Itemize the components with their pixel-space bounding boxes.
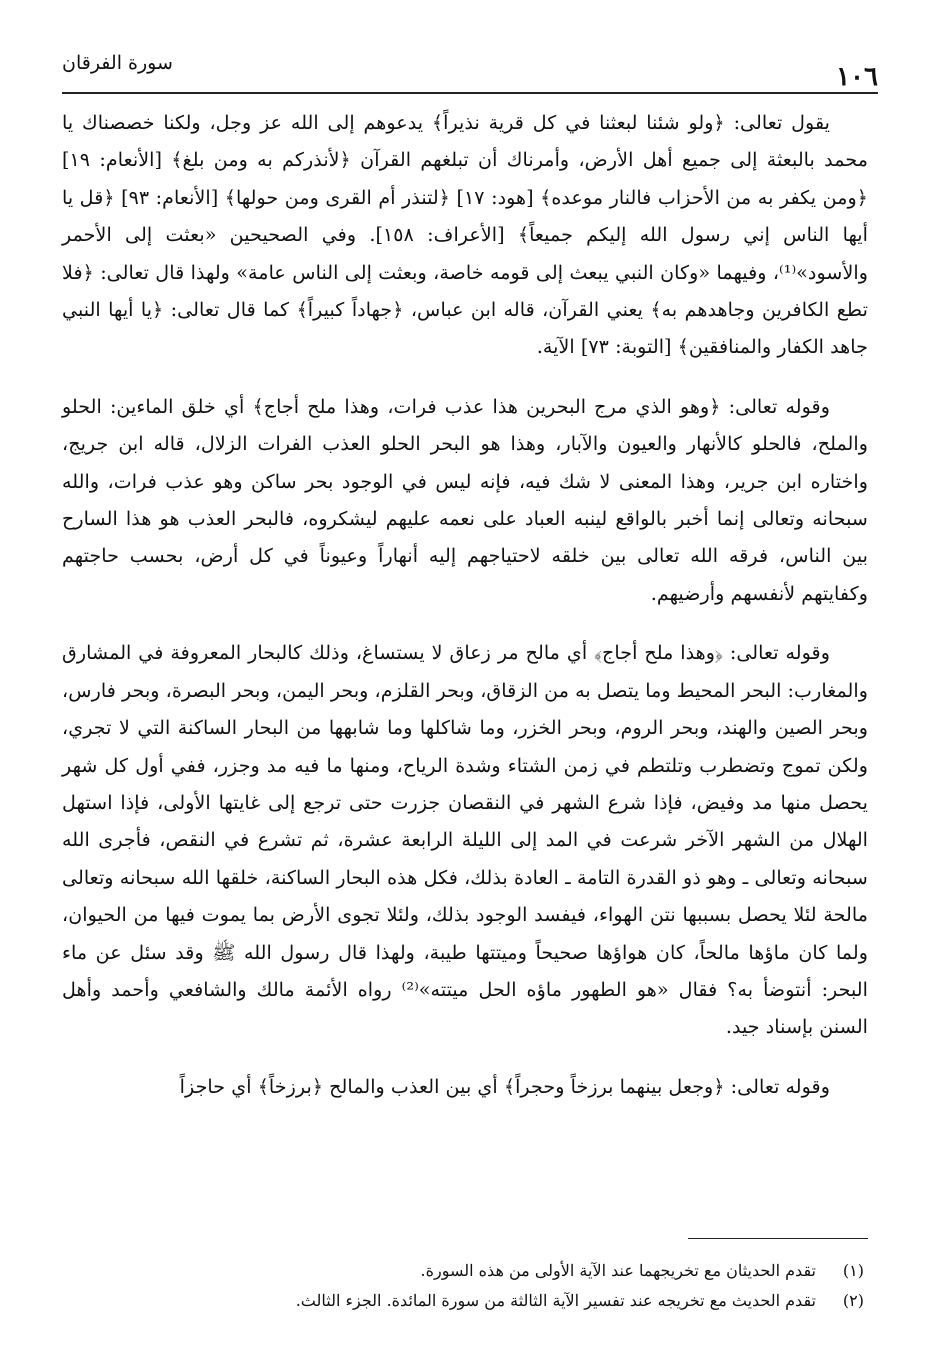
page-number: ١٠٦ bbox=[836, 62, 878, 92]
footnote bbox=[62, 1256, 864, 1286]
footnote-divider bbox=[688, 1238, 868, 1239]
paragraph: يقول تعالى: ﴿ولو شئنا لبعثنا في كل قرية نذيراً﴾ يدعوهم إلى الله عز وجل، ولكنا خصصناك يا محمد بالبعثة إلى جميع أهل الأرض، وأمرناك أن تبلغهم القرآن ﴿لأنذركم به ومن بلغ﴾ [الأنعام: ١٩] ﴿ومن يكفر به من الأحزاب فالنار موعده﴾ [هود: ١٧] ﴿لتنذر أم القرى ومن حولها﴾ [الأنعام: ٩٣] ﴿قل يا أيها الناس إني رسول الله إليكم جميعاً﴾ [الأعراف: ١٥٨]. وفي الصحيحين «بعثت إلى الأحمر والأسود»⁽¹⁾، وفيهما «وكان النبي يبعث إلى قومه خاصة، وبعثت إلى الناس عامة» ولهذا قال تعالى: ﴿فلا تطع الكافرين وجاهدهم به﴾ يعني القرآن، قاله ابن عباس، ﴿جهاداً كبيراً﴾ كما قال تعالى: ﴿يا أيها النبي جاهد الكفار والمنافقين﴾ [التوبة: ٧٣] الآية. bbox=[62, 111, 868, 359]
footnote-text: تقدم الحديث مع تخريجه عند تفسير الآية الثالثة من سورة المائدة. الجزء الثالث. bbox=[295, 1291, 816, 1310]
paragraph: وقوله تعالى: ﴿وهو الذي مرج البحرين هذا عذب فرات، وهذا ملح أجاج﴾ أي خلق الماءين: الحلو والملح، فالحلو كالأنهار والعيون والآبار، وهذا هو البحر الحلو العذب الفرات الزلال، قاله ابن جريج، واختاره ابن جرير، وهذا المعنى لا شك فيه، فإنه ليس في الوجود بحر ساكن وهو عذب فرات، والله سبحانه وتعالى إنما أخبر بالواقع لينبه العباد على نعمه عليهم ليشكروه، فالبحر العذب هو هذا السارح بين الناس، فرقه الله تعالى بين خلقه لاحتياجهم إليه أنهاراً وعيوناً في كل أرض، بحسب حاجتهم وكفايتهم لأنفسهم وأرضيهم. bbox=[62, 394, 868, 605]
footnote-number: (١) bbox=[842, 1261, 864, 1280]
paragraph: وقوله تعالى: ﴿وهذا ملح أجاج﴾ أي مالح مر زعاق لا يستساغ، وذلك كالبحار المعروفة في المشارق والمغارب: البحر المحيط وما يتصل به من الزقاق، وبحر القلزم، وبحر اليمن، وبحر البصرة، وبحر فارس، وبحر الصين والهند، وبحر الروم، وبحر الخزر، وما شاكلها وما شابهها من البحار الساكنة التي لا تجري، ولكن تموج وتضطرب وتلتطم في زمن الشتاء وشدة الرياح، ومنها ما فيه مد وجزر، ففي أول كل شهر يحصل منها مد وفيض، فإذا شرع الشهر في النقصان جزرت حتى ترجع إلى غايتها الأولى، فإذا استهل الهلال من الشهر الآخر شرعت في المد إلى الليلة الرابعة عشرة، ثم تشرع في النقص، فأجرى الله سبحانه وتعالى ـ وهو ذو القدرة التامة ـ العادة بذلك، فكل هذه البحار الساكنة، خلقها الله سبحانه وتعالى مالحة لئلا يحصل بسببها نتن الهواء، فيفسد الوجود بذلك، ولئلا تجوى الأرض بما يموت فيها من الحيوان، ولما كان ماؤها مالحاً، كان هواؤها صحيحاً وميتتها طيبة، ولهذا قال رسول الله ﷺ وقد سئل عن ماء البحر: أنتوضأ به؟ فقال «هو الطهور ماؤه الحل ميتته»⁽²⁾ رواه الأئمة مالك والشافعي وأحمد وأهل السنن بإسناد جيد. bbox=[62, 641, 868, 1039]
footnote-number: (٢) bbox=[842, 1291, 864, 1310]
body-text bbox=[62, 104, 868, 1127]
page-header bbox=[62, 48, 878, 94]
footnote-text: تقدم الحديثان مع تخريجهما عند الآية الأولى من هذه السورة. bbox=[420, 1261, 816, 1280]
paragraph: وقوله تعالى: ﴿وجعل بينهما برزخاً وحجراً﴾ أي بين العذب والمالح ﴿برزخاً﴾ أي حاجزاً bbox=[179, 1074, 830, 1098]
surah-title: سورة الفرقان bbox=[62, 52, 173, 74]
footnote bbox=[62, 1286, 864, 1316]
footnotes bbox=[62, 1256, 864, 1316]
